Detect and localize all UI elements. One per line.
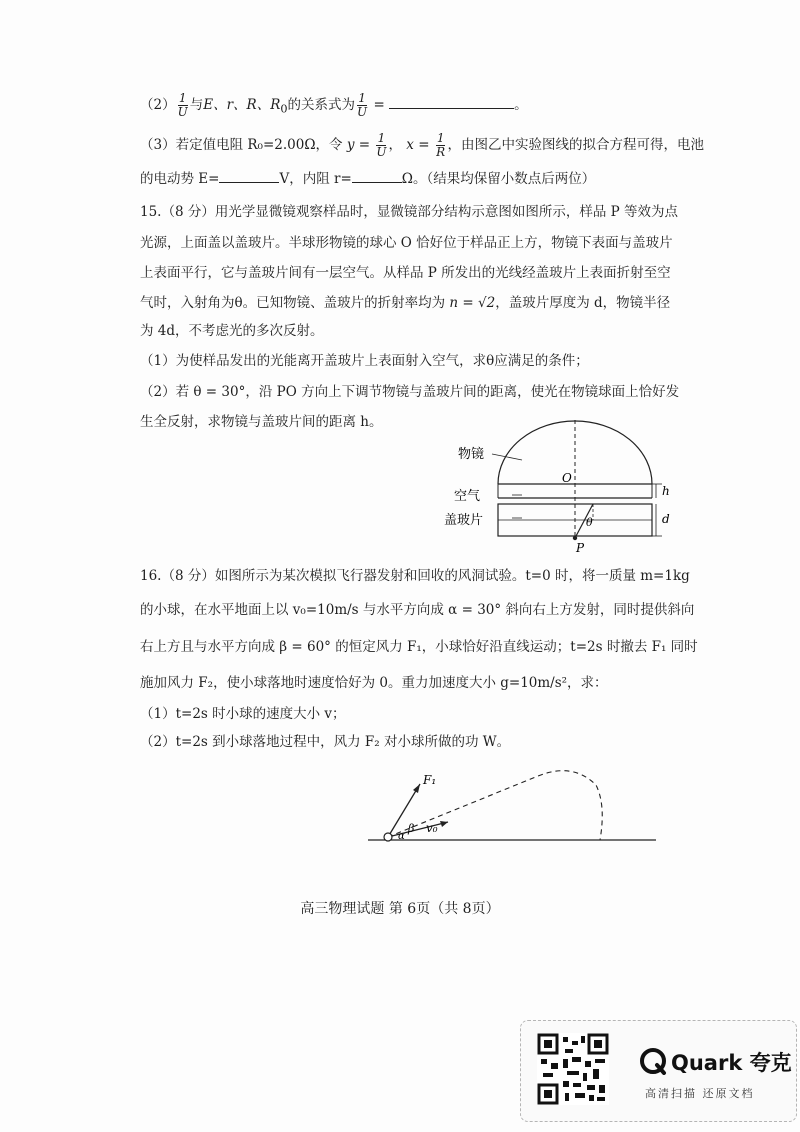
quark-logo-icon <box>639 1047 667 1075</box>
q15-line-1: 15.（8 分）用光学显微镜观察样品时，显微镜部分结构示意图如图所示，样品 P 等效为点 <box>140 204 679 220</box>
emf-blank[interactable] <box>219 168 279 183</box>
label-h: h <box>662 484 670 498</box>
q15-subq-2: （2）若 θ = 30°，沿 PO 方向上下调节物镜与盖玻片间的距离，使光在物镜球面上恰好发 <box>140 384 680 400</box>
microscope-diagram <box>440 420 680 555</box>
label-coverslip: 盖玻片 <box>444 513 484 528</box>
label-lens: 物镜 <box>458 447 485 462</box>
q16-line-4: 施加风力 F₂，使小球落地时速度恰好为 0。重力加速度大小 g=10m/s²，求： <box>140 675 608 691</box>
ball <box>384 833 392 841</box>
quark-slogan: 高清扫描 还原文档 <box>645 1087 755 1100</box>
resistance-blank[interactable] <box>352 168 402 183</box>
v0-arrow <box>388 822 448 837</box>
label-d: d <box>662 512 670 526</box>
wind-tunnel-diagram <box>368 760 658 850</box>
answer-blank[interactable] <box>389 94 514 109</box>
q16-line-3: 右上方且与水平方向成 β = 60° 的恒定风力 F₁，小球恰好沿直线运动；t=2s 时撤去 F₁ 同时 <box>140 639 698 655</box>
q15-line-2: 光源，上面盖以盖玻片。半球形物镜的球心 O 恰好位于样品正上方，物镜下表面与盖玻片 <box>140 235 673 251</box>
fraction-1-over-U: $\frac{1}{U}$ <box>177 91 188 119</box>
label-v0: v₀ <box>426 821 438 835</box>
label-theta: θ <box>586 516 593 529</box>
q16-subq-2: （2）t=2s 到小球落地过程中，风力 F₂ 对小球所做的功 W。 <box>140 734 511 750</box>
sample-point <box>573 536 577 540</box>
label-alpha: α <box>398 831 405 842</box>
q16-subq-1: （1）t=2s 时小球的速度大小 v； <box>140 706 346 722</box>
label-O: O <box>562 471 572 485</box>
q15-subq-1: （1）为使样品发出的光能离开盖玻片上表面射入空气，求θ应满足的条件； <box>140 353 589 369</box>
q16-line-1: 16.（8 分）如图所示为某次模拟飞行器发射和回收的风洞试验。t=0 时，将一质量 m=1kg <box>140 568 690 584</box>
q15-line-4: 气时，入射角为θ。已知物镜、盖玻片的折射率均为 n = √2，盖玻片厚度为 d，物镜半径 <box>140 295 671 311</box>
label-F1: F₁ <box>423 773 437 787</box>
label-beta: β <box>408 822 415 835</box>
q15-line-3: 上表面平行，它与盖玻片间有一层空气。从样品 P 所发出的光线经盖玻片上表面折射至空 <box>140 265 671 281</box>
label-air: 空气 <box>454 489 481 504</box>
f1-arrow <box>388 784 420 837</box>
q16-line-2: 的小球，在水平地面上以 v₀=10m/s 与水平方向成 α = 30° 斜向右上方发射，同时提供斜向 <box>140 602 695 618</box>
q14-part2: （2） $\frac{1}{U}$ 与E、r、R、$R_0$的关系式为 $\frac{1}{U}$ = 。 <box>140 91 528 119</box>
label-P: P <box>576 541 585 555</box>
q15-line-5: 为 4d，不考虑光的多次反射。 <box>140 323 324 339</box>
q15-subq-2-cont: 生全反射，求物镜与盖玻片间的距离 h。 <box>140 414 383 430</box>
q14-part3: （3）若定值电阻 R₀=2.00Ω，令 y = $\frac{1}{U}$ ， x = $\frac{1}{R}$ ，由图乙中实验图线的拟合方程可得，电池 <box>140 131 704 159</box>
quark-watermark <box>520 1020 797 1122</box>
quark-brand: Quark 夸克 <box>671 1051 792 1075</box>
qr-code-icon <box>537 1033 609 1105</box>
q14-part3-line2: 的电动势 E= V，内阻 r= Ω。（结果均保留小数点后两位） <box>140 168 595 188</box>
page-footer: 高三物理试题 第 6页（共 8页） <box>300 901 500 917</box>
